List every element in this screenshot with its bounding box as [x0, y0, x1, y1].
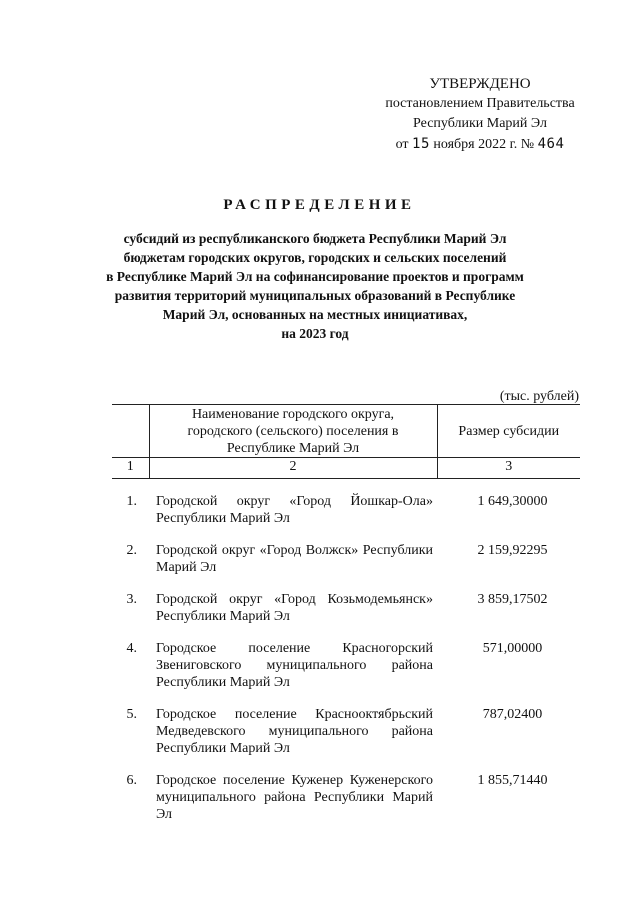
subtitle-line: в Республике Марий Эл на софинансирование проектов и программ — [106, 269, 524, 284]
numbering-cell: 2 — [149, 458, 437, 479]
row-name: Городской округ «Город Волжск» Республики Марий Эл — [156, 543, 433, 575]
approval-title: УТВЕРЖДЕНО — [429, 76, 531, 92]
row-amount: 2 159,92295 — [477, 543, 548, 558]
row-name: Городской округ «Город Козьмодемьянск» Республики Марий Эл — [156, 592, 433, 624]
header-col-amount: Размер субсидии — [437, 405, 580, 458]
table-row — [112, 772, 580, 823]
header-col-number — [112, 405, 149, 458]
approval-stamp — [360, 74, 600, 155]
units-label: (тыс. рублей) — [499, 389, 579, 404]
approval-date-rest: ноября 2022 г. № — [433, 137, 535, 152]
row-amount: 1 855,71440 — [477, 773, 548, 788]
table-row — [112, 493, 580, 527]
row-number: 4. — [126, 641, 137, 656]
row-amount: 787,02400 — [482, 707, 543, 722]
approval-line-resolution: постановлением Правительства — [385, 96, 575, 111]
approval-date-prefix: от — [395, 137, 409, 152]
row-number: 2. — [126, 543, 137, 558]
row-number: 3. — [126, 592, 137, 607]
approval-line-republic: Республики Марий Эл — [413, 116, 547, 131]
subtitle-line: субсидий из республиканского бюджета Республики Марий Эл — [123, 231, 507, 246]
row-name: Городское поселение Красногорский Звениговского муниципального района Республики Марий Эл — [156, 641, 433, 690]
row-number: 1. — [126, 494, 137, 509]
row-name: Городское поселение Куженер Куженерского муниципального района Республики Марий Эл — [156, 773, 433, 822]
row-number: 6. — [126, 773, 137, 788]
subtitle-line: бюджетам городских округов, городских и сельских поселений — [123, 250, 507, 265]
row-name: Городское поселение Краснооктябрьский Медведевского муниципального района Республики Марий Эл — [156, 707, 433, 756]
approval-day: 15 — [412, 136, 430, 152]
row-amount: 1 649,30000 — [477, 494, 548, 509]
distribution-table — [112, 404, 580, 823]
document-heading: РАСПРЕДЕЛЕНИЕ — [223, 197, 416, 213]
approval-number: 464 — [537, 136, 565, 152]
row-name: Городской округ «Город Йошкар-Ола» Республики Марий Эл — [156, 494, 433, 526]
table-header-row — [112, 405, 580, 458]
row-amount: 571,00000 — [482, 641, 543, 656]
approval-date-line — [360, 134, 600, 155]
subtitle-line: на 2023 год — [281, 326, 349, 341]
table-row — [112, 706, 580, 757]
subtitle-line: развития территорий муниципальных образований в Республике — [114, 288, 516, 303]
table-row — [112, 591, 580, 625]
subtitle-line: Марий Эл, основанных на местных инициативах, — [162, 307, 468, 322]
document-subtitle — [100, 229, 530, 343]
table-numbering-row — [112, 458, 580, 479]
row-amount: 3 859,17502 — [477, 592, 548, 607]
row-number: 5. — [126, 707, 137, 722]
table-row — [112, 640, 580, 691]
table-row — [112, 542, 580, 576]
header-col-name: Наименование городского округа, городского (сельского) поселения в Республике Марий Эл — [149, 405, 437, 458]
numbering-cell: 3 — [437, 458, 580, 479]
numbering-cell: 1 — [112, 458, 149, 479]
